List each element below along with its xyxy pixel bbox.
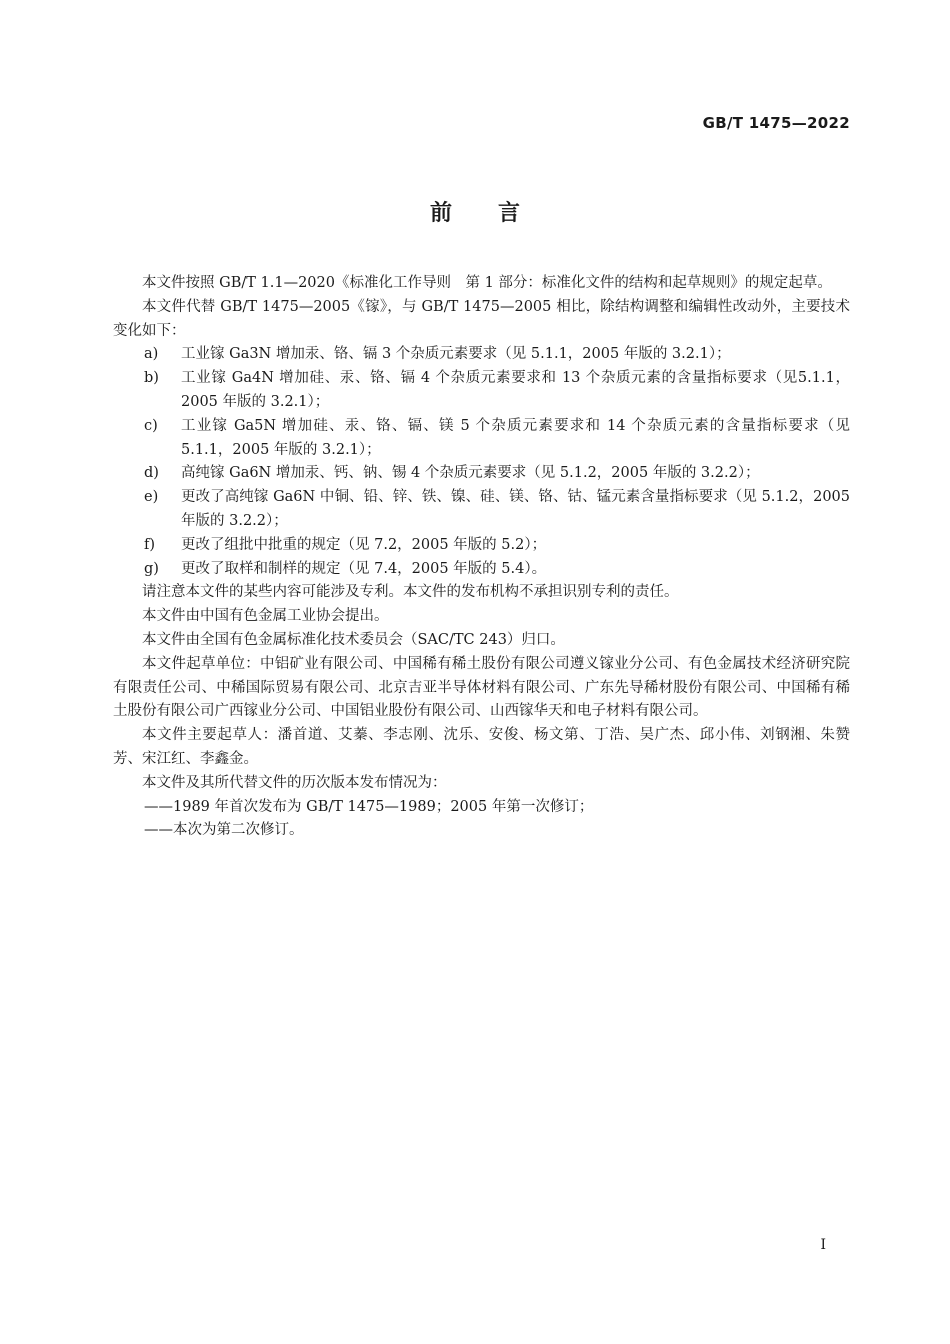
list-item-label: c)	[144, 417, 158, 434]
list-item-text: 工业镓 Ga3N 增加汞、铬、镉 3 个杂质元素要求（见 5.1.1，2005 年版的 3.2.1）；	[181, 346, 731, 363]
list-item-text: 更改了组批中批重的规定（见 7.2，2005 年版的 5.2）；	[181, 536, 547, 553]
list-item	[113, 534, 850, 558]
paragraph-centralized-by: 本文件由全国有色金属标准化技术委员会（SAC/TC 243）归口。	[142, 631, 565, 648]
list-item	[113, 415, 850, 463]
standard-code: GB/T 1475—2022	[702, 114, 850, 132]
list-item	[113, 462, 850, 486]
paragraph-drafting-units: 本文件起草单位：中铝矿业有限公司、中国稀有稀土股份有限公司遵义镓业分公司、有色金属技术经济研究院有限责任公司、中稀国际贸易有限公司、北京吉亚半导体材料有限公司、广东先导稀材股份有限公司、中国稀有稀土股份有限公司广西镓业分公司、中国铝业股份有限公司、山西镓华天和电子材料有限公司。	[113, 655, 850, 720]
list-item-text: 工业镓 Ga4N 增加硅、汞、铬、镉 4 个杂质元素要求和 13 个杂质元素的含量指标要求（见5.1.1，2005 年版的 3.2.1）；	[181, 370, 850, 410]
page-title: 前言	[429, 201, 566, 226]
list-item-label: d)	[144, 465, 159, 482]
list-item	[113, 558, 850, 582]
list-item	[113, 343, 850, 367]
list-item-label: a)	[144, 346, 159, 363]
list-item-label: g)	[144, 560, 159, 577]
foreword-body	[113, 272, 850, 843]
list-item	[113, 486, 850, 534]
list-item-text: 高纯镓 Ga6N 增加汞、钙、钠、锡 4 个杂质元素要求（见 5.1.2，2005 年版的 3.2.2）；	[181, 465, 760, 482]
list-item-label: f)	[144, 536, 156, 553]
list-item-text: 工业镓 Ga5N 增加硅、汞、铬、镉、镁 5 个杂质元素要求和 14 个杂质元素的含量指标要求（见 5.1.1，2005 年版的 3.2.1）；	[181, 417, 850, 458]
paragraph-drafting-rule: 本文件按照 GB/T 1.1—2020《标准化工作导则 第 1 部分：标准化文件的结构和起草规则》的规定起草。	[142, 275, 832, 291]
list-item-label: b)	[144, 370, 159, 387]
list-item	[113, 367, 850, 415]
paragraph-drafters: 本文件主要起草人：潘首道、艾蓁、李志刚、沈乐、安俊、杨文第、丁浩、吴广杰、邱小伟、刘钢湘、朱赞芳、宋江红、李鑫金。	[113, 727, 850, 767]
page-number: I	[820, 1237, 826, 1253]
history-item: ——本次为第二次修订。	[144, 822, 304, 839]
paragraph-replacement: 本文件代替 GB/T 1475—2005《镓》，与 GB/T 1475—2005 相比，除结构调整和编辑性改动外，主要技术变化如下：	[113, 298, 850, 339]
list-item-text: 更改了高纯镓 Ga6N 中铜、铅、锌、铁、镍、硅、镁、铬、钴、锰元素含量指标要求（见 5.1.2，2005 年版的 3.2.2）；	[181, 489, 850, 529]
history-item: ——1989 年首次发布为 GB/T 1475—1989；2005 年第一次修订；	[144, 798, 594, 815]
paragraph-proposed-by: 本文件由中国有色金属工业协会提出。	[142, 608, 389, 625]
list-item-label: e)	[144, 489, 159, 506]
paragraph-history-intro: 本文件及其所代替文件的历次版本发布情况为：	[142, 774, 447, 791]
list-item-text: 更改了取样和制样的规定（见 7.4，2005 年版的 5.4）。	[181, 560, 547, 577]
paragraph-patent-notice: 请注意本文件的某些内容可能涉及专利。本文件的发布机构不承担识别专利的责任。	[142, 584, 679, 601]
change-list	[113, 343, 850, 581]
